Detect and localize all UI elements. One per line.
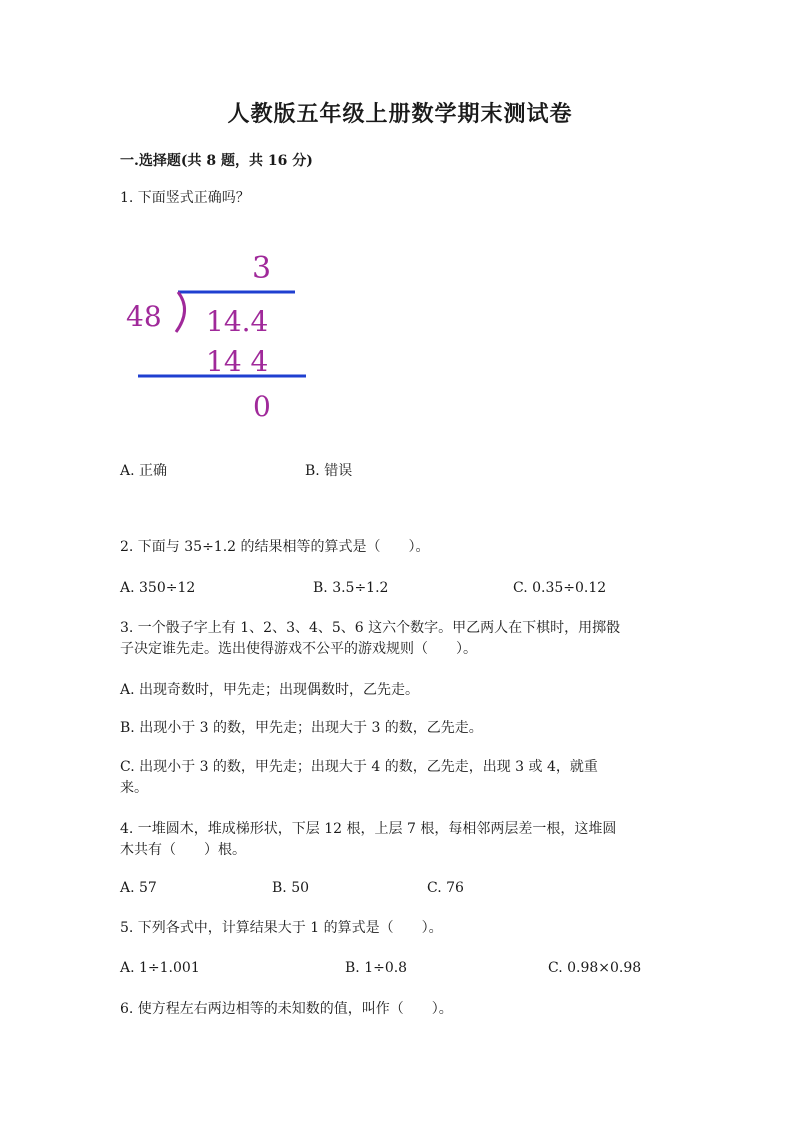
q3-option-c-line-1[interactable]: C. 出现小于 3 的数，甲先走；出现大于 4 的数，乙先走，出现 3 或 4，就重	[120, 759, 598, 775]
q5-option-b[interactable]: B. 1÷0.8	[345, 960, 408, 976]
q2-option-a[interactable]: A. 350÷12	[120, 580, 196, 596]
q5-option-a[interactable]: A. 1÷1.001	[120, 960, 200, 976]
q2-option-c[interactable]: C. 0.35÷0.12	[513, 580, 607, 596]
q4-option-a[interactable]: A. 57	[120, 880, 157, 896]
division-bracket	[176, 292, 185, 332]
question-5: 5. 下列各式中，计算结果大于 1 的算式是（ ）。	[120, 920, 443, 936]
product-number: 14 4	[206, 345, 269, 378]
divisor-number: 48	[126, 300, 162, 333]
q3-option-c-line-2[interactable]: 来。	[120, 780, 148, 796]
quotient-digit: 3	[252, 251, 272, 286]
remainder-number: 0	[253, 390, 271, 423]
q3-option-b[interactable]: B. 出现小于 3 的数，甲先走；出现大于 3 的数，乙先走。	[120, 720, 483, 736]
question-6: 6. 使方程左右两边相等的未知数的值，叫作（ ）。	[120, 1001, 453, 1017]
q4-option-c[interactable]: C. 76	[427, 880, 464, 896]
question-1: 1. 下面竖式正确吗？	[120, 190, 250, 206]
section-heading: 一.选择题(共 8 题，共 16 分)	[120, 153, 313, 169]
page-title: 人教版五年级上册数学期末测试卷	[227, 101, 573, 127]
q2-option-b[interactable]: B. 3.5÷1.2	[313, 580, 389, 596]
question-3-line-1: 3. 一个骰子字上有 1、2、3、4、5、6 这六个数字。甲乙两人在下棋时，用掷骰	[120, 620, 621, 636]
q4-option-b[interactable]: B. 50	[272, 880, 310, 896]
long-division-svg	[120, 240, 320, 430]
question-2: 2. 下面与 35÷1.2 的结果相等的算式是（ ）。	[120, 539, 430, 555]
q1-option-b[interactable]: B. 错误	[305, 463, 353, 479]
long-division-figure	[120, 240, 320, 430]
q1-option-a[interactable]: A. 正确	[120, 463, 168, 479]
q5-option-c[interactable]: C. 0.98×0.98	[548, 960, 642, 976]
dividend-number: 14.4	[206, 305, 269, 338]
question-4-line-2: 木共有（ ）根。	[120, 842, 246, 858]
question-3-line-2: 子决定谁先走。选出使得游戏不公平的游戏规则（ ）。	[120, 641, 477, 657]
question-4-line-1: 4. 一堆圆木，堆成梯形状，下层 12 根，上层 7 根，每相邻两层差一根，这堆圆	[120, 821, 617, 837]
q3-option-a[interactable]: A. 出现奇数时，甲先走；出现偶数时，乙先走。	[120, 682, 420, 698]
